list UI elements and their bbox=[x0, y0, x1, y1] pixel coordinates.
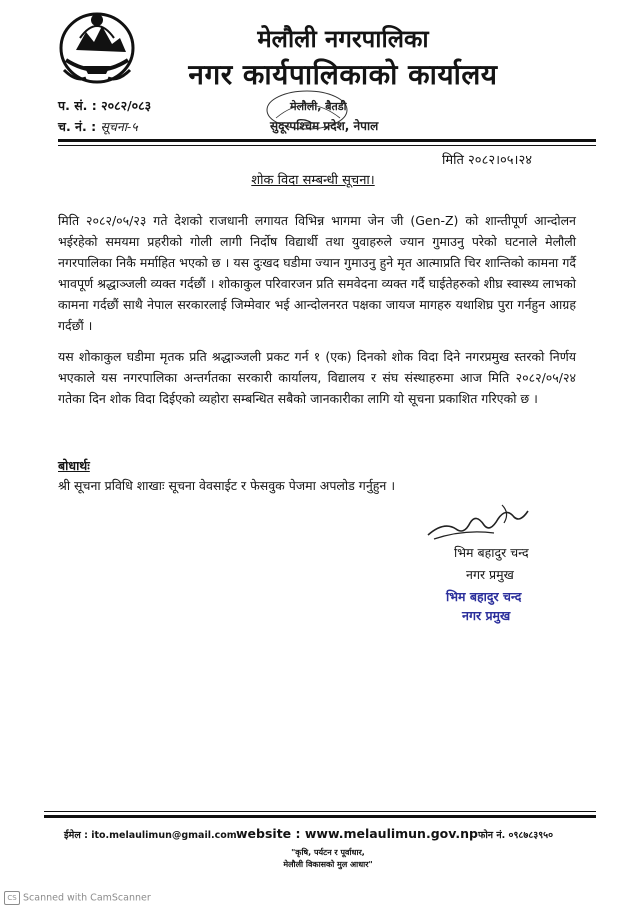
reference-number-value: २०८२/०८३ bbox=[101, 98, 152, 113]
municipality-name: मेलौली नगरपालिका bbox=[257, 25, 429, 53]
camscanner-logo-icon: CS bbox=[4, 891, 20, 905]
seal-title: नगर प्रमुख bbox=[462, 608, 511, 623]
footer-rule-thin bbox=[44, 811, 596, 812]
footer-website: website : www.melaulimun.gov.np bbox=[236, 826, 478, 841]
header-rule-thick bbox=[58, 139, 596, 142]
footer-email: ईमेल : ito.melaulimun@gmail.com bbox=[64, 830, 237, 841]
dispatch-number-value: सूचना-५ bbox=[100, 119, 138, 134]
footer-phone: फोन नं. ०९८७८३९५० bbox=[478, 830, 554, 841]
location-line-1: मेलौली, बैतडी bbox=[290, 100, 347, 113]
notice-paragraph-1: मिति २०८२/०५/२३ गते देशको राजधानी लगायत विभिन्न भागमा जेन जी (Gen-Z) को शान्तीपूर्ण आन्दोलन भईरहेको समयमा प्रहरीको गोली लागी निर्दोष विद्यार्थी तथा युवाहरुले ज्यान गुमाउनु परेको घटनाले मेलौली नगरपालिका निकै मर्माहित भएको छ । यस दुःखद घडीमा ज्यान गुमाउनु हुने मृत आत्माप्रति चिर शान्तिको कामना गर्दै भावपूर्ण श्रद्धाञ्जली व्यक्त गर्दछौं । शोकाकुल परिवारजन प्रति समवेदना व्यक्त गर्दै घाईतेहरुको शीघ्र स्वास्थ्य लाभको कामना गर्दछौं साथै नेपाल सरकारलाई जिम्मेवार भई आन्दोलनरत पक्षका जायज मागहरु यथाशिघ्र पुरा गर्नहुन आग्रह गर्दछौं । bbox=[58, 213, 576, 333]
notice-subject: शोक विदा सम्बन्धी सूचना। bbox=[251, 173, 375, 188]
cc-heading: बोधार्थः bbox=[58, 458, 90, 473]
notice-paragraph-2: यस शोकाकुल घडीमा मृतक प्रति श्रद्धाञ्जली प्रकट गर्न १ (एक) दिनको शोक विदा दिने नगरप्रमुख स्तरको निर्णय भएकाले यस नगरपालिका अन्तर्गतका सरकारी कार्यालय, विद्यालय र संघ संस्थाहरुमा आज मिति २०८२/०५/२४ गतेका दिन शोक विदा दिईएको व्यहोरा सम्बन्धित सबैको जानकारीका लागि यो सूचना प्रकाशित गरिएको छ । bbox=[58, 349, 576, 406]
reference-number-label: प. सं. : bbox=[58, 98, 97, 113]
handwritten-signature bbox=[424, 499, 532, 543]
camscanner-text: Scanned with CamScanner bbox=[23, 892, 151, 904]
reference-number bbox=[58, 97, 151, 114]
seal-name: भिम बहादुर चन्द bbox=[446, 589, 522, 604]
camscanner-watermark bbox=[4, 891, 151, 905]
dispatch-number bbox=[58, 118, 138, 135]
cc-line: श्री सूचना प्रविधि शाखाः सूचना वेवसाईट र फेसवुक पेजमा अपलोड गर्नुहुन । bbox=[58, 478, 396, 493]
footer-rule-thick bbox=[44, 815, 596, 818]
signatory-name: भिम बहादुर चन्द bbox=[454, 545, 529, 560]
dispatch-number-label: च. नं. : bbox=[58, 119, 97, 134]
footer-motto-line-2: मेलौली विकासको मुल आधार" bbox=[283, 860, 373, 869]
signatory-title: नगर प्रमुख bbox=[466, 567, 514, 582]
notice-date: मिति २०८२।०५।२४ bbox=[442, 153, 532, 168]
office-name: नगर कार्यपालिकाको कार्यालय bbox=[188, 58, 498, 91]
header-rule-thin bbox=[58, 145, 596, 146]
location-line-2: सुदूरपश्चिम प्रदेश, नेपाल bbox=[270, 119, 379, 133]
footer-motto-line-1: "कृषि, पर्यटन र पूर्वाधार, bbox=[291, 848, 365, 857]
